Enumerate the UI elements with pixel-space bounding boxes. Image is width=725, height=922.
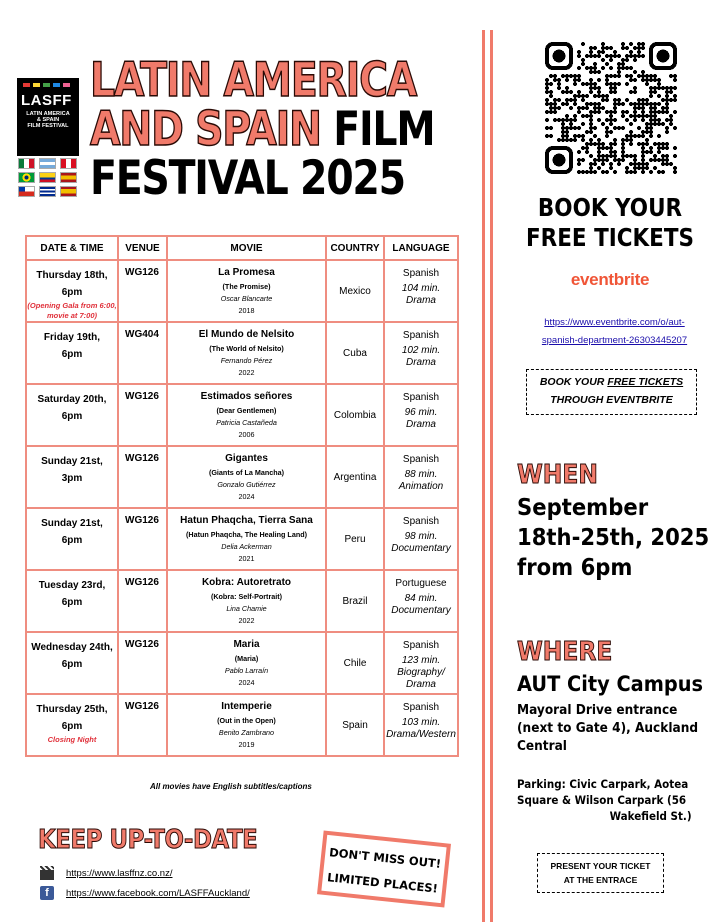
- header-movie: MOVIE: [167, 236, 326, 260]
- header-date-time: DATE & TIME: [26, 236, 118, 260]
- flag-spain-2-icon: [60, 186, 77, 197]
- runtime-text: 84 min.: [404, 593, 438, 604]
- qr-code[interactable]: [545, 42, 677, 174]
- movie-cell: [167, 694, 326, 756]
- logo-subtext: LATIN AMERICA & SPAIN FILM FESTIVAL: [26, 111, 70, 130]
- runtime-text: 102 min.: [401, 345, 441, 356]
- movie-year: 2019: [238, 740, 255, 749]
- flag-argentina-icon: [39, 158, 56, 169]
- runtime-text: 104 min.: [401, 283, 441, 294]
- present-line-1: PRESENT YOUR TICKET: [550, 861, 651, 871]
- where-campus: AUT City Campus: [517, 672, 704, 697]
- movie-year: 2018: [238, 306, 255, 315]
- when-line-1: September: [517, 493, 649, 521]
- flag-peru-icon: [60, 158, 77, 169]
- table-row: [26, 384, 458, 446]
- box-book-pre: BOOK YOUR: [539, 376, 608, 388]
- movie-year: 2021: [238, 554, 255, 563]
- time-text: 6pm: [61, 597, 83, 608]
- movie-english-title: (The Promise): [222, 282, 271, 291]
- language-text: Spanish: [402, 516, 440, 527]
- parking-info: [517, 776, 704, 824]
- when-line-3: from 6pm: [517, 553, 633, 581]
- date-cell: [26, 446, 118, 508]
- movie-director: Patricia Castañeda: [216, 418, 277, 427]
- venue-cell: WG126: [118, 446, 167, 508]
- movie-title: Intemperie: [221, 701, 272, 712]
- language-cell: [384, 384, 458, 446]
- header-country: COUNTRY: [326, 236, 384, 260]
- venue-cell: WG404: [118, 322, 167, 384]
- runtime-text: 88 min.: [404, 469, 438, 480]
- when-heading: WHEN: [517, 460, 598, 490]
- movie-director: Fernando Pérez: [220, 356, 273, 365]
- table-row: [26, 570, 458, 632]
- website-row: [40, 866, 172, 880]
- facebook-link[interactable]: https://www.facebook.com/LASFFAuckland/: [66, 887, 250, 899]
- keep-up-heading: KEEP UP-TO-DATE: [38, 825, 258, 855]
- language-text: Portuguese: [395, 578, 447, 589]
- date-cell: [26, 570, 118, 632]
- present-ticket-box: [537, 853, 664, 893]
- movie-english-title: (Out in the Open): [217, 716, 276, 725]
- divider-line-2: [490, 30, 493, 922]
- country-cell: Colombia: [326, 384, 384, 446]
- date-text: Sunday 21st,: [41, 518, 103, 529]
- country-cell: Peru: [326, 508, 384, 570]
- date-cell: [26, 322, 118, 384]
- country-cell: Spain: [326, 694, 384, 756]
- time-text: 6pm: [61, 721, 83, 732]
- movie-title: Hatun Phaqcha, Tierra Sana: [180, 515, 313, 526]
- movie-title: Kobra: Autoretrato: [201, 577, 292, 588]
- parking-last: Wakefield St.): [609, 809, 692, 823]
- book-tickets-heading: [520, 193, 701, 253]
- flag-mexico-icon: [18, 158, 35, 169]
- date-text: Friday 19th,: [43, 332, 101, 343]
- header-language: LANGUAGE: [384, 236, 458, 260]
- date-cell: [26, 694, 118, 756]
- festival-title: [90, 53, 435, 206]
- movie-cell: [167, 508, 326, 570]
- venue-cell: WG126: [118, 694, 167, 756]
- movie-director: Delia Ackerman: [221, 542, 272, 551]
- venue-cell: WG126: [118, 260, 167, 322]
- language-text: Spanish: [402, 392, 440, 403]
- language-cell: [384, 632, 458, 694]
- stamp-line-1: DON'T MISS OUT!: [328, 845, 442, 871]
- book-through-eventbrite-box: [526, 369, 697, 415]
- movie-title: Maria: [233, 639, 260, 650]
- movie-english-title: (Dear Gentlemen): [216, 406, 277, 415]
- movie-year: 2006: [238, 430, 255, 439]
- table-row: [26, 260, 458, 322]
- date-cell: [26, 384, 118, 446]
- language-cell: [384, 446, 458, 508]
- table-row: [26, 508, 458, 570]
- venue-cell: WG126: [118, 570, 167, 632]
- country-cell: Chile: [326, 632, 384, 694]
- movie-cell: [167, 632, 326, 694]
- time-text: 6pm: [61, 535, 83, 546]
- parking-main: Parking: Civic Carpark, Aotea Square & Wilson Carpark (56: [517, 777, 689, 807]
- date-cell: [26, 632, 118, 694]
- website-link[interactable]: https://www.lasffnz.co.nz/: [66, 867, 173, 879]
- table-row: [26, 694, 458, 756]
- box-free-tickets: FREE TICKETS: [607, 376, 684, 388]
- facebook-row: [40, 886, 250, 900]
- venue-cell: WG126: [118, 384, 167, 446]
- language-text: Spanish: [402, 330, 440, 341]
- genre-text: Animation: [398, 481, 444, 492]
- book-heading-line-2: FREE TICKETS: [525, 223, 695, 252]
- title-line-3: FESTIVAL 2025: [90, 151, 405, 206]
- when-dates: [517, 492, 709, 582]
- language-cell: [384, 570, 458, 632]
- genre-text: Biography/ Drama: [397, 667, 445, 690]
- title-line-2-red: AND SPAIN: [90, 102, 321, 157]
- where-heading: WHERE: [517, 637, 613, 667]
- title-line-1: LATIN AMERICA: [90, 53, 417, 108]
- date-note: Closing Night: [47, 735, 97, 744]
- genre-text: Drama: [405, 295, 436, 306]
- book-heading-line-1: BOOK YOUR: [537, 193, 683, 222]
- when-line-2: 18th-25th, 2025: [517, 523, 710, 551]
- movie-english-title: (The World of Nelsito): [209, 344, 284, 353]
- eventbrite-link-line-2[interactable]: spanish-department-26303445207: [541, 335, 688, 346]
- venue-cell: WG126: [118, 508, 167, 570]
- movie-director: Pablo Larraín: [224, 666, 269, 675]
- table-header-row: [26, 236, 458, 260]
- logo-text: LASFF: [21, 92, 72, 109]
- movie-title: El Mundo de Nelsito: [198, 329, 295, 340]
- date-text: Wednesday 24th,: [31, 642, 113, 653]
- language-text: Spanish: [402, 640, 440, 651]
- movie-director: Oscar Blancarte: [220, 294, 273, 303]
- country-cell: Mexico: [326, 260, 384, 322]
- where-entrance: Mayoral Drive entrance (next to Gate 4), Auckland Central: [517, 702, 699, 754]
- facebook-icon: f: [40, 886, 54, 900]
- movie-director: Gonzalo Gutiérrez: [217, 480, 276, 489]
- genre-text: Drama: [405, 357, 436, 368]
- movie-title: Gigantes: [225, 453, 268, 464]
- movie-director: Lina Chamie: [226, 604, 267, 613]
- genre-text: Documentary: [391, 543, 451, 554]
- movie-english-title: (Maria): [234, 654, 259, 663]
- country-cell: Argentina: [326, 446, 384, 508]
- flag-chile-icon: [18, 186, 35, 197]
- time-text: 6pm: [61, 659, 83, 670]
- table-row: [26, 632, 458, 694]
- language-cell: [384, 694, 458, 756]
- flag-brazil-icon: [18, 172, 35, 183]
- table-row: [26, 322, 458, 384]
- present-line-2: AT THE ENTRACE: [563, 875, 638, 885]
- eventbrite-logo: eventbrite: [570, 270, 650, 289]
- eventbrite-link-line-1[interactable]: https://www.eventbrite.com/o/aut-: [544, 317, 685, 328]
- movie-english-title: (Hatun Phaqcha, The Healing Land): [186, 530, 307, 539]
- runtime-text: 103 min.: [401, 717, 441, 728]
- movie-year: 2024: [238, 678, 255, 687]
- date-text: Sunday 21st,: [41, 456, 103, 467]
- header-venue: VENUE: [118, 236, 167, 260]
- runtime-text: 123 min.: [401, 655, 441, 666]
- genre-text: Drama/Western: [386, 729, 456, 740]
- movie-year: 2022: [238, 616, 255, 625]
- date-text: Thursday 25th,: [36, 704, 108, 715]
- language-cell: [384, 260, 458, 322]
- schedule-table: [25, 235, 459, 757]
- movie-cell: [167, 260, 326, 322]
- language-text: Spanish: [402, 454, 440, 465]
- country-cell: Cuba: [326, 322, 384, 384]
- limited-places-stamp: [317, 830, 451, 907]
- logo-color-dots: [23, 83, 70, 87]
- movie-cell: [167, 384, 326, 446]
- language-cell: [384, 322, 458, 384]
- time-text: 3pm: [61, 473, 83, 484]
- venue-cell: WG126: [118, 632, 167, 694]
- stamp-line-2: LIMITED PLACES!: [326, 870, 439, 896]
- flag-spain-icon: [60, 172, 77, 183]
- date-note: (Opening Gala from 6:00, movie at 7:00): [27, 301, 117, 320]
- language-cell: [384, 508, 458, 570]
- language-text: Spanish: [402, 268, 440, 279]
- movie-director: Benito Zambrano: [218, 728, 275, 737]
- date-text: Saturday 20th,: [37, 394, 107, 405]
- language-text: Spanish: [402, 702, 440, 713]
- movie-cell: [167, 446, 326, 508]
- movie-english-title: (Kobra: Self-Portrait): [210, 592, 283, 601]
- subtitles-note: All movies have English subtitles/captions: [150, 782, 312, 791]
- movie-year: 2024: [238, 492, 255, 501]
- table-row: [26, 446, 458, 508]
- country-cell: Brazil: [326, 570, 384, 632]
- date-cell: [26, 508, 118, 570]
- clapperboard-icon: [40, 866, 54, 880]
- date-text: Thursday 18th,: [36, 270, 108, 281]
- movie-title: La Promesa: [218, 267, 275, 278]
- movie-title: Estimados señores: [200, 391, 293, 402]
- time-text: 6pm: [61, 349, 83, 360]
- genre-text: Drama: [405, 419, 436, 430]
- runtime-text: 98 min.: [404, 531, 438, 542]
- divider-line: [482, 30, 485, 922]
- time-text: 6pm: [61, 411, 83, 422]
- country-flags: [18, 158, 78, 197]
- date-text: Tuesday 23rd,: [38, 580, 106, 591]
- flag-cuba-icon: [39, 186, 56, 197]
- runtime-text: 96 min.: [404, 407, 438, 418]
- movie-cell: [167, 570, 326, 632]
- genre-text: Documentary: [391, 605, 451, 616]
- flag-colombia-icon: [39, 172, 56, 183]
- title-line-2-black: FILM: [333, 102, 435, 157]
- eventbrite-link[interactable]: [517, 314, 712, 350]
- festival-logo: [17, 78, 79, 156]
- movie-year: 2022: [238, 368, 255, 377]
- box-book-line-2: THROUGH EVENTBRITE: [550, 394, 673, 406]
- movie-cell: [167, 322, 326, 384]
- date-cell: [26, 260, 118, 322]
- movie-english-title: (Giants of La Mancha): [208, 468, 285, 477]
- time-text: 6pm: [61, 287, 83, 298]
